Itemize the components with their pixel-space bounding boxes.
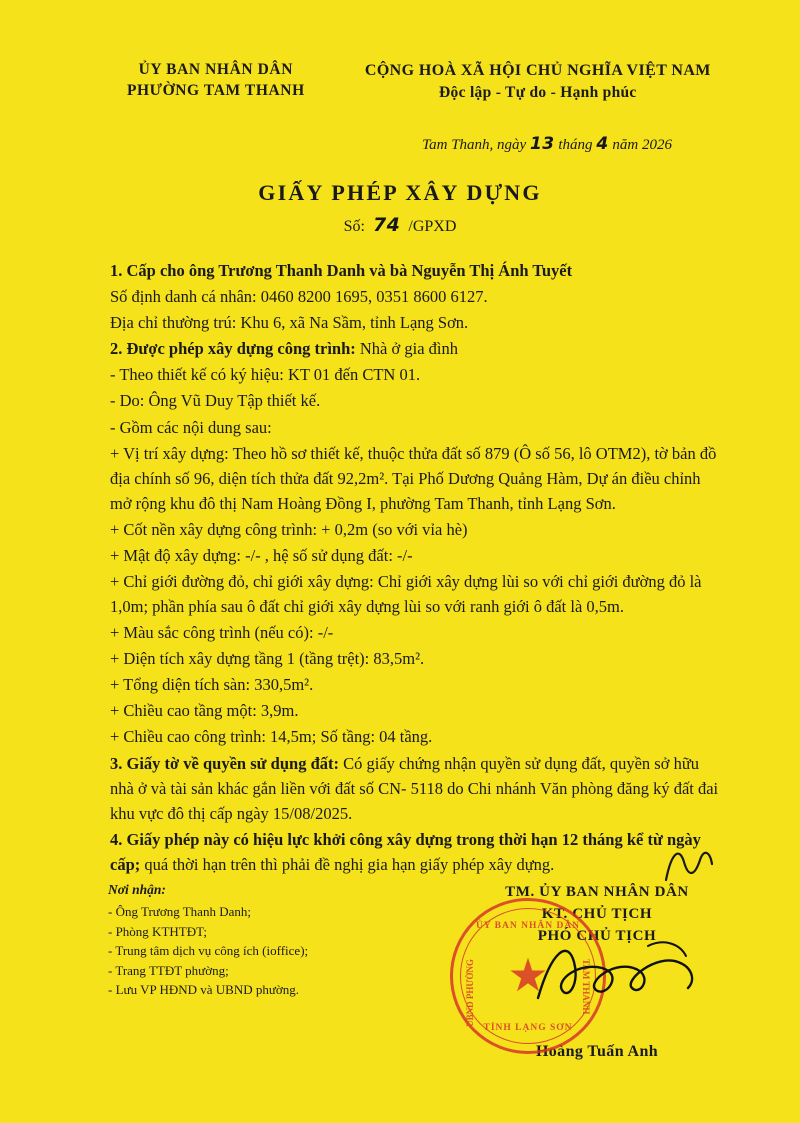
- signer-name: Hoàng Tuấn Anh: [535, 1043, 659, 1061]
- recipient-item: - Trang TTĐT phường;: [108, 962, 229, 978]
- section-1-line-1: Số định danh cá nhân: 0460 8200 1695, 0351 8600 6127.: [110, 287, 488, 307]
- initial-mark-icon: [658, 840, 718, 890]
- recipient-item: - Ông Trương Thanh Danh;: [108, 904, 251, 920]
- section-2-line-3: - Gồm các nội dung sau:: [110, 417, 272, 437]
- section-2-item-9: + Chiều cao công trình: 14,5m; Số tầng: 04 tầng.: [110, 727, 433, 747]
- document-title: GIẤY PHÉP XÂY DỰNG: [258, 180, 542, 206]
- number-label: Số:: [343, 218, 365, 236]
- national-motto: Độc lập - Tự do - Hạnh phúc: [439, 83, 637, 101]
- section-2-heading-value: Nhà ở gia đình: [355, 339, 458, 359]
- stamp-left-text: UBND PHƯỜNG: [465, 959, 475, 1027]
- document-header: [58, 46, 742, 104]
- title-block: [58, 180, 742, 236]
- section-2-item-2: + Cốt nền xây dựng công trình: + 0,2m (so với vỉa hè): [110, 519, 468, 539]
- section-2-item-5: + Màu sắc công trình (nếu có): -/-: [110, 623, 334, 643]
- authority-line-1: ỦY BAN NHÂN DÂN: [138, 61, 294, 78]
- section-2-item-8: + Chiều cao tầng một: 3,9m.: [110, 701, 299, 721]
- stamp-bottom-text: TỈNH LẠNG SƠN: [483, 1023, 573, 1033]
- section-1-heading: 1. Cấp cho ông Trương Thanh Danh và bà Nguyễn Thị Ánh Tuyết: [110, 261, 573, 281]
- section-1-line-2: Địa chỉ thường trú: Khu 6, xã Na Sầm, tỉnh Lạng Sơn.: [110, 313, 469, 333]
- recipients-title: Nơi nhận:: [108, 882, 166, 897]
- year-value: 2026: [642, 137, 672, 154]
- year-label: năm: [612, 137, 639, 154]
- section-2-item-7: + Tổng diện tích sàn: 330,5m².: [110, 675, 314, 695]
- section-2-heading-line: [110, 336, 724, 361]
- section-2-heading: 2. Được phép xây dựng công trình:: [110, 339, 356, 359]
- document-number-line: [58, 214, 742, 236]
- signature-line-2: KT. CHỦ TỊCH: [541, 905, 653, 922]
- section-3-heading: 3. Giấy tờ về quyền sử dụng đất:: [110, 753, 339, 773]
- section-4-line: [110, 827, 724, 877]
- number-suffix: /GPXD: [408, 218, 457, 236]
- recipient-item: - Lưu VP HĐND và UBND phường.: [108, 982, 300, 998]
- section-2-item-4: + Chỉ giới đường đỏ, chỉ giới xây dựng: Chỉ giới xây dựng lùi so với chỉ giới đường đỏ là 1,0m; phần phía sau ô đất chỉ giới xây dựng lùi so với ranh giới ô đất là 0,5m.: [110, 572, 702, 617]
- section-2-item-1: + Vị trí xây dựng: Theo hồ sơ thiết kế, thuộc thửa đất số 879 (Ô số 56, lô OTM2), tờ bản đồ địa chính số 96, diện tích thửa đất 92,2m². Tại Phố Dương Quảng Hàm, Dự án điều chỉnh mở rộng khu đô thị Nam Hoàng Đồng I, phường Tam Thanh, tỉnh Lạng Sơn.: [110, 443, 717, 513]
- section-2-item-3: + Mật độ xây dựng: -/- , hệ số sử dụng đất: -/-: [110, 545, 413, 565]
- section-2-line-1: - Theo thiết kế có ký hiệu: KT 01 đến CTN 01.: [110, 365, 421, 385]
- authority-line-2: PHƯỜNG TAM THANH: [126, 81, 305, 99]
- national-heading-block: [340, 60, 736, 104]
- recipients-block: [58, 880, 408, 1061]
- document-body: [58, 258, 742, 877]
- month-label: tháng: [558, 137, 593, 154]
- month-value: 4: [596, 134, 609, 155]
- signature-line-3: PHÓ CHỦ TỊCH: [537, 927, 657, 944]
- section-3-line: [110, 751, 724, 826]
- star-icon: ★: [507, 950, 549, 1001]
- section-4-heading: 4. Giấy phép này có hiệu lực khởi công xây dựng trong thời hạn 12 tháng kể từ ngày cấp;: [110, 829, 701, 874]
- place-date-line: [58, 134, 742, 154]
- stamp-right-text: TAM THANH: [581, 959, 591, 1015]
- section-2-item-6: + Diện tích xây dựng tầng 1 (tầng trệt): 83,5m².: [110, 649, 425, 669]
- section-4-text: quá thời hạn trên thì phải đề nghị gia hạn giấy phép xây dựng.: [140, 854, 555, 874]
- section-2-line-2: - Do: Ông Vũ Duy Tập thiết kế.: [110, 391, 321, 411]
- number-value: 74: [372, 214, 401, 237]
- issuing-authority-block: [92, 60, 340, 102]
- recipient-item: - Trung tâm dịch vụ công ích (ioffice);: [108, 943, 309, 959]
- national-title: CỘNG HOÀ XÃ HỘI CHỦ NGHĨA VIỆT NAM: [364, 62, 711, 79]
- day-value: 13: [529, 134, 555, 155]
- signature-line-1: TM. ỦY BAN NHÂN DÂN: [505, 884, 689, 900]
- section-3-text: Có giấy chứng nhận quyền sử dụng đất, quyền sở hữu nhà ở và tài sản khác gắn liền với đất số CN- 5118 do Chi nhánh Văn phòng đăng ký đất đai khu vực đô thị cấp ngày 15/08/2025.: [110, 753, 719, 823]
- recipient-item: - Phòng KTHTĐT;: [108, 923, 207, 939]
- place-date-prefix: Tam Thanh, ngày: [422, 137, 527, 154]
- signature-block: [432, 880, 762, 1061]
- document-footer: [58, 880, 762, 1061]
- stamp-top-text: ỦY BAN NHÂN DÂN: [475, 921, 581, 931]
